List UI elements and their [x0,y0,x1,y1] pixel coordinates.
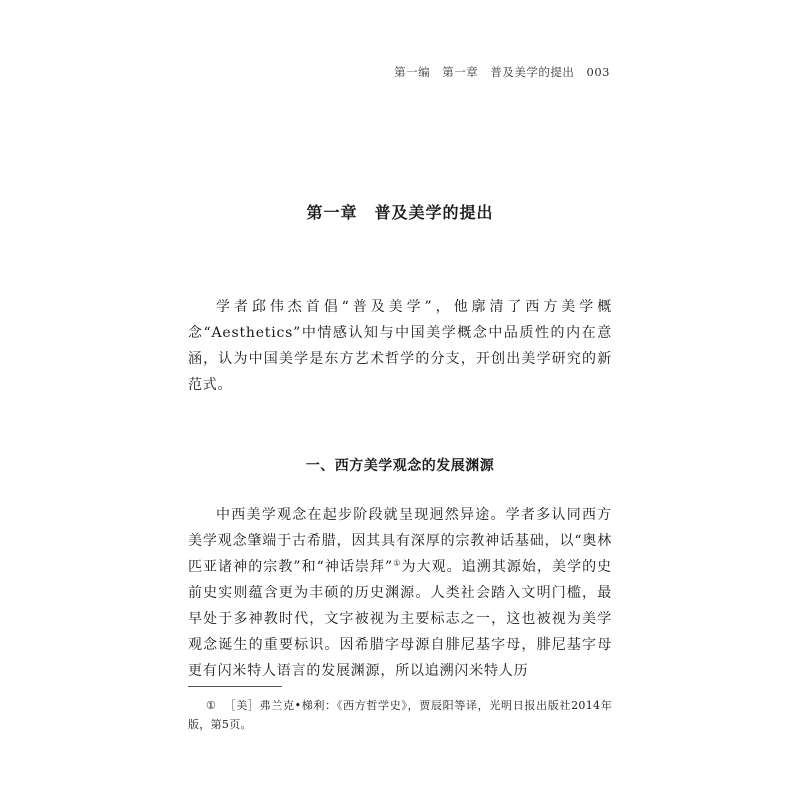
footnote-mark: ① [206,699,217,712]
footnote-divider [188,686,282,687]
header-part: 第一编 [394,65,431,79]
footnote-text: ［美］弗兰克•梯利：《西方哲学史》，贾辰阳等译，光明日报出版社2014年版，第5页。 [188,699,612,731]
header-chapter: 第一章 [442,65,479,79]
section-paragraph-part1: 中西美学观念在起步阶段就呈现迥然异途。学者多认同西方美学观念肇端于古希腊，因其具有深厚的宗教神话基础，以“奥林匹亚诸神的宗教”和“神话崇拜” [188,507,612,575]
chapter-heading: 第一章 普及美学的提出 [306,203,494,222]
footnote [188,696,612,734]
section-paragraph [188,502,612,684]
section-paragraph-part2: 为大观。追溯其源始，美学的史前史实则蕴含更为丰硕的历史渊源。人类社会踏入文明门槛，最早处于多神教时代，文字被视为主要标志之一，这也被视为美学观念诞生的重要标识。因希腊字母源自腓尼基字母，腓尼基字母更有闪米特人语言的发展渊源，所以追溯闪米特人历 [188,559,612,679]
footnote-reference[interactable]: ① [393,558,402,568]
running-header [394,64,610,80]
header-chapter-title: 普及美学的提出 [490,65,575,79]
intro-paragraph: 学者邱伟杰首倡“普及美学”，他廓清了西方美学概念“Aesthetics”中情感认知与中国美学概念中品质性的内在意涵，认为中国美学是东方艺术哲学的分支，开创出美学研究的新范式。 [188,299,612,393]
section-heading: 一、西方美学观念的发展渊源 [305,458,495,474]
page-number: 003 [586,65,610,79]
